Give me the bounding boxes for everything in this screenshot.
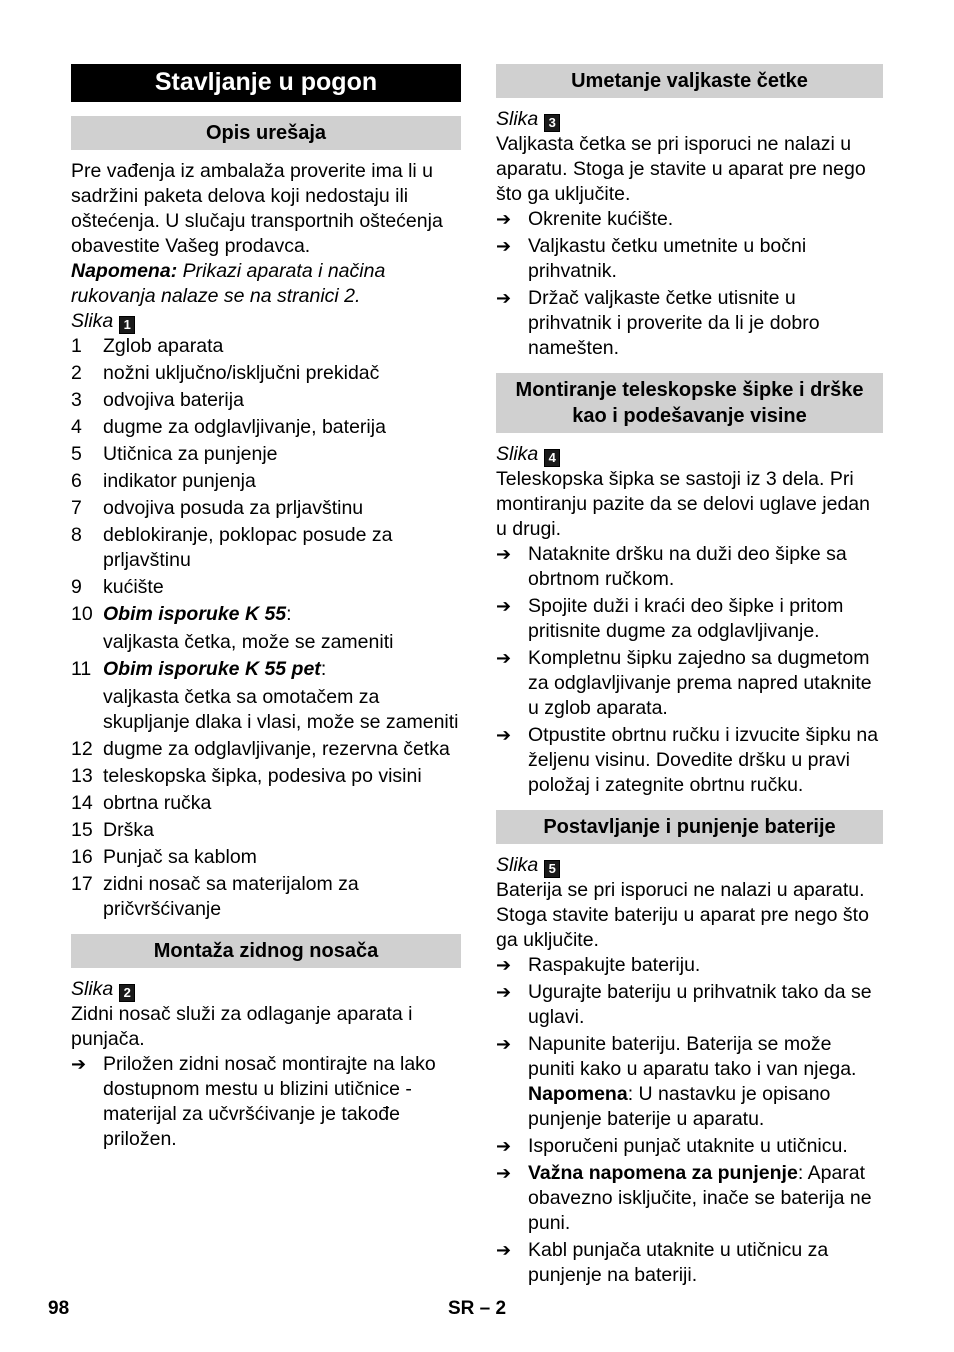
item-number: 16 [71, 846, 93, 868]
item-description: valjkasta četka sa omotačem za skupljanje dlaka i vlasi, može se zameniti [103, 686, 459, 733]
item-label: Punjač sa kablom [103, 846, 257, 868]
arrow-icon: ➔ [496, 982, 512, 1002]
parts-list-item [71, 657, 461, 735]
figure-number-icon: 4 [544, 449, 560, 467]
item-number: 1 [71, 335, 82, 357]
step-item: ➔ Napunite bateriju. Baterija se može puniti kako u aparatu tako i van njega. Napomena: U nastavku je opisano punjenje baterije u aparatu. [496, 1033, 857, 1130]
item-number: 2 [71, 362, 82, 384]
item-label: odvojiva posuda za prljavštinu [103, 497, 364, 519]
arrow-icon: ➔ [496, 596, 512, 616]
step-item: ➔ Otpustite obrtnu ručku i izvucite šipku na željenu visinu. Dovedite dršku u pravi položaj i zategnite obrtnu ručku. [496, 724, 879, 796]
arrow-icon: ➔ [496, 209, 512, 229]
item-label: odvojiva baterija [103, 389, 244, 411]
parts-list-item [71, 361, 461, 386]
item-number: 5 [71, 443, 82, 465]
item-label: Drška [103, 819, 154, 841]
telescopic-rod-intro: Teleskopska šipka se sastoji iz 3 dela. Pri montiranju pazite da se delovi uglave jedan u drugi. [496, 468, 870, 540]
item-number: 7 [71, 497, 82, 519]
figure-number-icon: 1 [119, 316, 135, 334]
step-item: ➔ Važna napomena za punjenje: Aparat obavezno isključite, inače se baterija ne puni. [496, 1162, 872, 1234]
step-item: ➔ Kabl punjača utaknite u utičnicu za punjenje na bateriji. [496, 1239, 829, 1286]
step-item: ➔ Nataknite dršku na duži deo šipke sa obrtnom ručkom. [496, 543, 847, 590]
telescopic-rod-steps [496, 542, 883, 798]
roller-brush-intro: Valjkasta četka se pri isporuci ne nalazi u aparatu. Stoga je stavite u aparat pre nego što ga uključite. [496, 133, 866, 205]
parts-list-item [71, 764, 461, 789]
page-number: 98 [48, 1298, 70, 1319]
item-label: indikator punjenja [103, 470, 256, 492]
arrow-icon: ➔ [71, 1054, 87, 1074]
parts-list-item [71, 523, 461, 573]
item-number: 14 [71, 792, 93, 814]
item-label: teleskopska šipka, podesiva po visini [103, 765, 422, 787]
figure-reference: Slika 5 [496, 853, 883, 878]
parts-list-item [71, 415, 461, 440]
parts-list-item [71, 602, 461, 655]
right-column [496, 64, 883, 1290]
arrow-icon: ➔ [496, 1136, 512, 1156]
arrow-icon: ➔ [496, 725, 512, 745]
arrow-icon: ➔ [496, 1034, 512, 1054]
step-item: ➔ Spojite duži i kraći deo šipke i pritom pritisnite dugme za odglavljivanje. [496, 595, 844, 642]
figure-reference: Slika 3 [496, 107, 883, 132]
parts-list-item [71, 845, 461, 870]
arrow-icon: ➔ [496, 544, 512, 564]
device-description-note: Napomena: Prikazi aparata i načina rukovanja nalaze se na stranici 2. [71, 260, 386, 307]
item-number: 8 [71, 524, 82, 546]
parts-list-item [71, 388, 461, 413]
figure-reference: Slika 1 [71, 309, 461, 334]
section-title-battery: Postavljanje i punjenje baterije [496, 810, 883, 844]
step-item: ➔ Isporučeni punjač utaknite u utičnicu. [496, 1135, 848, 1157]
item-label: deblokiranje, poklopac posude za prljavštinu [103, 524, 393, 571]
step-item: ➔ Držač valjkaste četke utisnite u prihvatnik i proverite da li je dobro namešten. [496, 287, 820, 359]
arrow-icon: ➔ [496, 288, 512, 308]
item-label: zidni nosač sa materijalom za pričvršćivanje [103, 873, 359, 920]
parts-list-item [71, 575, 461, 600]
arrow-icon: ➔ [496, 1240, 512, 1260]
item-number: 12 [71, 738, 93, 760]
figure-number-icon: 3 [544, 114, 560, 132]
step-item: ➔ Kompletnu šipku zajedno sa dugmetom za odglavljivanje prema napred utaknite u zglob aparata. [496, 647, 872, 719]
item-label: nožni uključno/isključni prekidač [103, 362, 380, 384]
item-label: dugme za odglavljivanje, rezervna četka [103, 738, 450, 760]
parts-list-item [71, 737, 461, 762]
item-colon: : [320, 658, 327, 680]
item-label: Obim isporuke K 55 [103, 603, 287, 625]
item-label: kućište [103, 576, 164, 598]
section-title-wall-mount: Montaža zidnog nosača [71, 934, 461, 968]
step-item: ➔ Priložen zidni nosač montirajte na lako dostupnom mestu u blizini utičnice - materijal za učvršćivanje je takođe priložen. [71, 1053, 436, 1150]
arrow-icon: ➔ [496, 648, 512, 668]
figure-reference: Slika 4 [496, 442, 883, 467]
parts-list-item [71, 442, 461, 467]
figure-number-icon: 5 [544, 860, 560, 878]
item-number: 4 [71, 416, 82, 438]
step-item: ➔ Raspakujte bateriju. [496, 954, 701, 976]
item-number: 13 [71, 765, 93, 787]
item-number: 10 [71, 603, 93, 625]
roller-brush-steps [496, 207, 883, 361]
parts-list [71, 334, 461, 922]
arrow-icon: ➔ [496, 236, 512, 256]
left-column [71, 64, 461, 1154]
item-number: 6 [71, 470, 82, 492]
arrow-icon: ➔ [496, 1163, 512, 1183]
step-item: ➔ Valjkastu četku umetnite u bočni prihvatnik. [496, 235, 807, 282]
item-number: 15 [71, 819, 93, 841]
figure-reference: Slika 2 [71, 977, 461, 1002]
section-title-roller-brush: Umetanje valjkaste četke [496, 64, 883, 98]
figure-number-icon: 2 [119, 984, 135, 1002]
parts-list-item [71, 818, 461, 843]
language-page-code: SR – 2 [448, 1298, 507, 1319]
step-item: ➔ Ugurajte bateriju u prihvatnik tako da se uglavi. [496, 981, 872, 1028]
item-number: 17 [71, 873, 93, 895]
item-label: Utičnica za punjenje [103, 443, 278, 465]
item-label: Zglob aparata [103, 335, 224, 357]
battery-intro: Baterija se pri isporuci ne nalazi u aparatu. Stoga stavite bateriju u aparat pre nego što ga uključite. [496, 879, 869, 951]
item-colon: : [286, 603, 292, 625]
item-label: dugme za odglavljivanje, baterija [103, 416, 386, 438]
item-number: 11 [71, 658, 92, 680]
parts-list-item [71, 469, 461, 494]
arrow-icon: ➔ [496, 955, 512, 975]
item-label: Obim isporuke K 55 pet [103, 658, 321, 680]
page-title: Stavljanje u pogon [71, 64, 461, 102]
parts-list-item [71, 872, 461, 922]
step-item: ➔ Okrenite kućište. [496, 208, 674, 230]
item-number: 3 [71, 389, 82, 411]
parts-list-item [71, 496, 461, 521]
item-number: 9 [71, 576, 82, 598]
wall-mount-steps [71, 1052, 461, 1152]
device-description-intro: Pre vađenja iz ambalaža proverite ima li u sadržini paketa delova koji nedostaju ili oštećenja. U slučaju transportnih oštećenja obavestite Vašeg prodavca. [71, 160, 443, 257]
wall-mount-intro: Zidni nosač služi za odlaganje aparata i punjača. [71, 1003, 413, 1050]
battery-steps [496, 953, 883, 1288]
section-title-telescopic-rod: Montiranje teleskopske šipke i drške kao i podešavanje visine [496, 373, 883, 433]
item-label: obrtna ručka [103, 792, 212, 814]
parts-list-item [71, 334, 461, 359]
parts-list-item [71, 791, 461, 816]
section-title-device-description: Opis urešaja [71, 116, 461, 150]
item-description: valjkasta četka, može se zameniti [103, 631, 394, 653]
